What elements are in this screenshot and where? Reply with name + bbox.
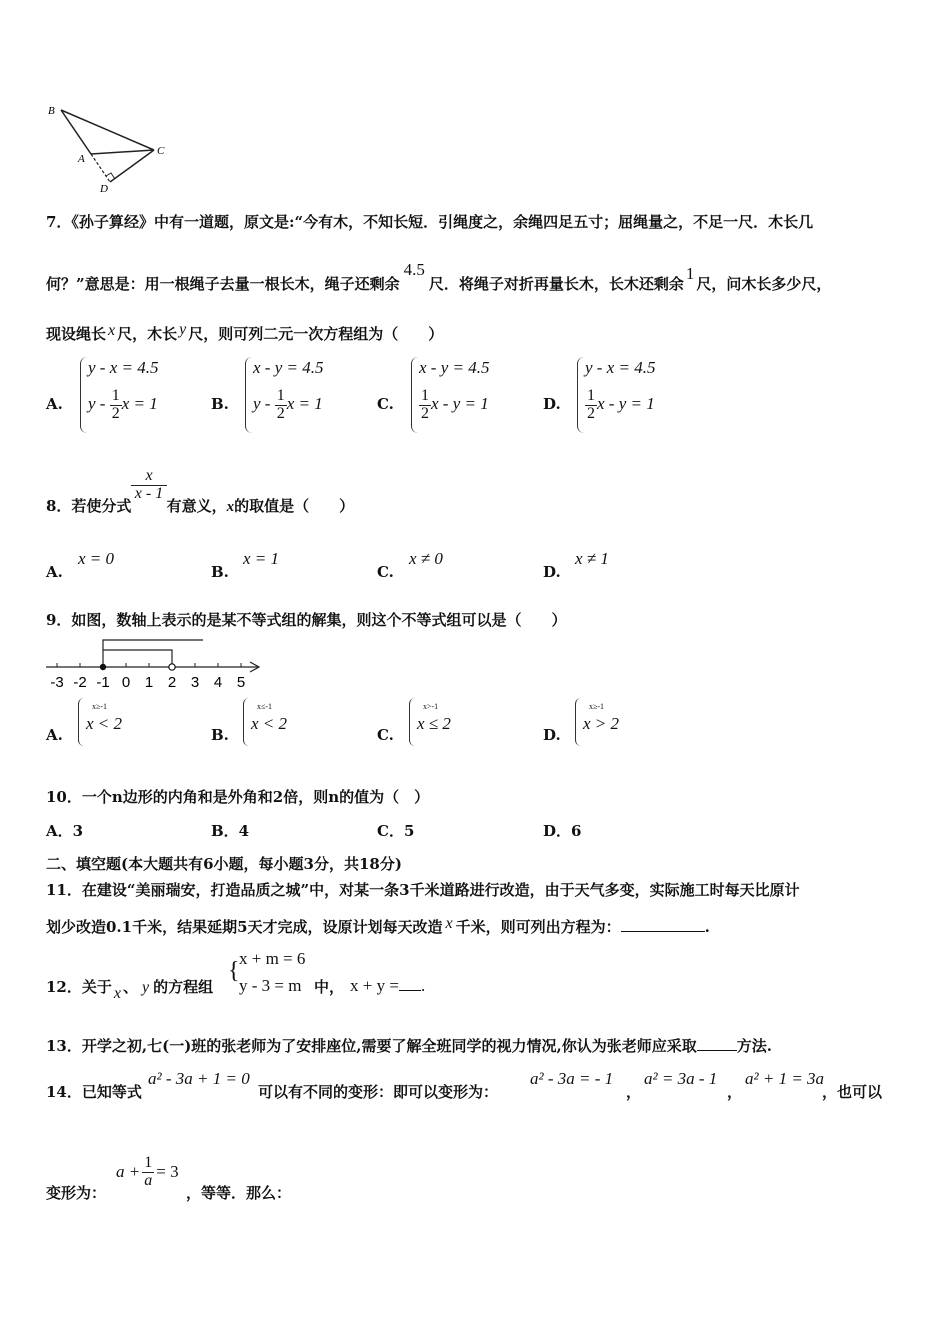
option-label: D. — [543, 395, 561, 413]
q7-line1: 7．《孙子算经》中有一道题，原文是:“今有木，不知长短．引绳度之，余绳四足五寸；屈绳量之，不足一尺．木长几 — [46, 213, 814, 231]
q12-sep: 、 — [122, 978, 138, 996]
solid-point — [100, 664, 106, 670]
q12-var-y: y — [142, 979, 150, 996]
label-b: B — [48, 105, 55, 117]
label-a: A — [78, 153, 85, 165]
system-row-2-post: x = 1 — [121, 394, 158, 414]
label-c: C — [157, 145, 165, 157]
frac-den: 2 — [421, 404, 429, 422]
frac-num: x — [131, 468, 166, 486]
tick-label: 3 — [190, 674, 200, 691]
q13-text: 13．开学之初,七(一)班的张老师为了安排座位,需要了解全班同学的视力情况,你认为张老师应采取 — [46, 1037, 697, 1055]
q14-tail: ，也可以 — [822, 1083, 883, 1101]
frac-den: 2 — [587, 404, 595, 422]
q9-stem: 9．如图，数轴上表示的是某不等式组的解集，则这个不等式组可以是（ ） — [46, 611, 567, 629]
q7-var-y: y — [179, 321, 187, 338]
q8-prefix: 8．若使分式 — [46, 497, 132, 516]
q13-end: 方法. — [736, 1037, 772, 1055]
q10-stem: 10．一个n边形的内角和是外角和2倍，则n的值为（ ） — [46, 788, 430, 806]
q10-option-a[interactable]: A．3 — [46, 822, 84, 840]
q14-prefix: 14．已知等式 — [46, 1083, 142, 1101]
option-label: A. — [46, 395, 63, 413]
q11-line1: 11．在建设“美丽瑞安，打造品质之城”中，对某一条3千米道路进行改造，由于天气多变，实际施工时每天比原计 — [46, 881, 800, 899]
q8-var-x: x — [226, 499, 235, 516]
system-row-1: x - y = 4.5 — [253, 358, 324, 377]
frac-den: x - 1 — [134, 484, 164, 502]
option-expr: x = 1 — [243, 549, 280, 568]
option-label: A. — [46, 563, 63, 581]
q14-comma-2: ， — [727, 1083, 743, 1101]
frac-num: 1 — [111, 387, 120, 404]
q14-line2-end: ，等等．那么： — [186, 1184, 292, 1202]
system-top: x>-1 — [423, 702, 439, 711]
system-row-2-post: x - y = 1 — [597, 394, 655, 414]
system-bottom: x > 2 — [583, 714, 620, 733]
q11-end: . — [704, 918, 710, 936]
q14-eq0: a² - 3a + 1 = 0 — [148, 1069, 250, 1088]
q14-line2-prefix: 变形为： — [46, 1184, 107, 1202]
option-expr: x = 0 — [78, 549, 115, 568]
q7-value-1: 1 — [685, 264, 695, 283]
frac-den: 2 — [111, 404, 120, 422]
system-row-1: y - x = 4.5 — [88, 358, 159, 377]
q14-eq3: a² + 1 = 3a — [745, 1069, 825, 1088]
hollow-point — [169, 664, 175, 670]
q8-stem — [46, 467, 355, 516]
q10-option-b[interactable]: B．4 — [211, 822, 250, 840]
tick-label: 2 — [167, 674, 177, 691]
q7-line3-text-b: 尺，木长 — [117, 325, 178, 343]
q12-row2: y - 3 = m — [239, 976, 302, 995]
option-label: C. — [377, 726, 394, 744]
option-label: B. — [211, 395, 229, 413]
label-d: D — [100, 183, 108, 195]
q14-eq1: a² - 3a = - 1 — [530, 1069, 614, 1088]
option-expr: x ≠ 1 — [575, 549, 609, 568]
option-label: D. — [543, 726, 561, 744]
option-label: C. — [377, 563, 394, 581]
q12-var-x: x — [113, 985, 121, 1002]
q11-answer-blank[interactable] — [621, 931, 705, 932]
q7-line3-text-a: 现设绳长 — [46, 325, 107, 343]
q12-brace: { — [228, 958, 240, 984]
q14-mid: 可以有不同的变形：即可以变形为： — [258, 1083, 499, 1101]
system-row-2-post: x = 1 — [286, 394, 323, 414]
q13-answer-blank[interactable] — [697, 1050, 737, 1051]
tick-label: 4 — [213, 674, 223, 691]
tick-label: -3 — [50, 674, 64, 691]
q11-line2-text-a: 划少改造0.1千米，结果延期5天才完成，设原计划每天改造 — [46, 918, 443, 936]
system-row-1: y - x = 4.5 — [585, 358, 656, 377]
triangle-figure — [44, 100, 174, 195]
q7-line3-text-c: 尺，则可列二元一次方程组为（ ） — [188, 325, 444, 343]
frac-num: 1 — [144, 1154, 153, 1171]
number-line — [44, 636, 266, 692]
q12-mid: 的方程组 — [153, 978, 214, 996]
q7-line2-text-c: 尺，问木长多少尺， — [696, 275, 832, 293]
frac-num: 1 — [587, 387, 595, 404]
tick-label: -1 — [96, 674, 110, 691]
q11-line2-text-b: 千米，则可列出方程为： — [455, 918, 621, 936]
q12-prefix-text: 12．关于 — [46, 978, 112, 996]
option-label: B. — [211, 563, 229, 581]
tick-label: -2 — [73, 674, 87, 691]
q12-answer-blank[interactable] — [399, 990, 421, 991]
system-row-2-pre: y - — [88, 394, 110, 414]
q10-option-c[interactable]: C．5 — [377, 822, 415, 840]
q12-row1: x + m = 6 — [239, 949, 306, 968]
q14-eq2: a² = 3a - 1 — [644, 1069, 718, 1088]
system-bottom: x ≤ 2 — [417, 714, 451, 733]
q8-suffix-b: 的取值是（ ） — [234, 497, 355, 516]
q7-line3 — [46, 323, 443, 344]
option-label: C. — [377, 395, 394, 413]
option-label: B. — [211, 726, 229, 744]
system-row-1: x - y = 4.5 — [419, 358, 490, 377]
q12-prefix — [46, 976, 214, 1002]
tick-label: 5 — [236, 674, 246, 691]
tick-label: 1 — [144, 674, 154, 691]
q7-var-x: x — [108, 322, 116, 339]
system-row-2-post: x - y = 1 — [431, 394, 489, 414]
frac-num: 1 — [276, 387, 285, 404]
tick-label: 0 — [121, 674, 131, 691]
q14-eq4-pre: a + — [116, 1161, 141, 1181]
system-bottom: x < 2 — [86, 714, 123, 733]
q12-suffix: 中， — [314, 978, 345, 996]
q12-end: . — [420, 976, 426, 995]
q14-eq4 — [116, 1155, 179, 1190]
option-label: A. — [46, 726, 63, 744]
frac-den: a — [144, 1171, 153, 1189]
q14-comma-1: ， — [626, 1083, 642, 1101]
q7-line2 — [46, 260, 832, 294]
q14-eq4-post: = 3 — [156, 1161, 179, 1181]
section-2-heading: 二、填空题(本大题共有6小题，每小题3分，共18分) — [46, 855, 402, 873]
q7-line2-text-a: 何？”意思是：用一根绳子去量一根长木，绳子还剩余 — [46, 275, 400, 293]
q10-option-d[interactable]: D．6 — [543, 822, 582, 840]
system-top: x≥-1 — [92, 702, 108, 711]
system-row-2-pre: y - — [253, 394, 275, 414]
system-top: x≥-1 — [589, 702, 605, 711]
frac-den: 2 — [276, 404, 285, 422]
q7-value-45: 4.5 — [403, 260, 425, 279]
option-expr: x ≠ 0 — [409, 549, 443, 568]
q11-line2 — [46, 916, 710, 937]
q12-ask-text: x + y = — [350, 976, 399, 995]
frac-num: 1 — [421, 387, 429, 404]
q8-suffix-a: 有意义， — [166, 497, 227, 516]
q13-line — [46, 1035, 772, 1056]
q7-line2-text-b: 尺．将绳子对折再量长木，长木还剩余 — [428, 275, 684, 293]
q12-ask — [350, 976, 425, 996]
system-bottom: x < 2 — [251, 714, 288, 733]
system-top: x≤-1 — [257, 702, 273, 711]
q11-var-x: x — [445, 915, 453, 932]
option-label: D. — [543, 563, 561, 581]
